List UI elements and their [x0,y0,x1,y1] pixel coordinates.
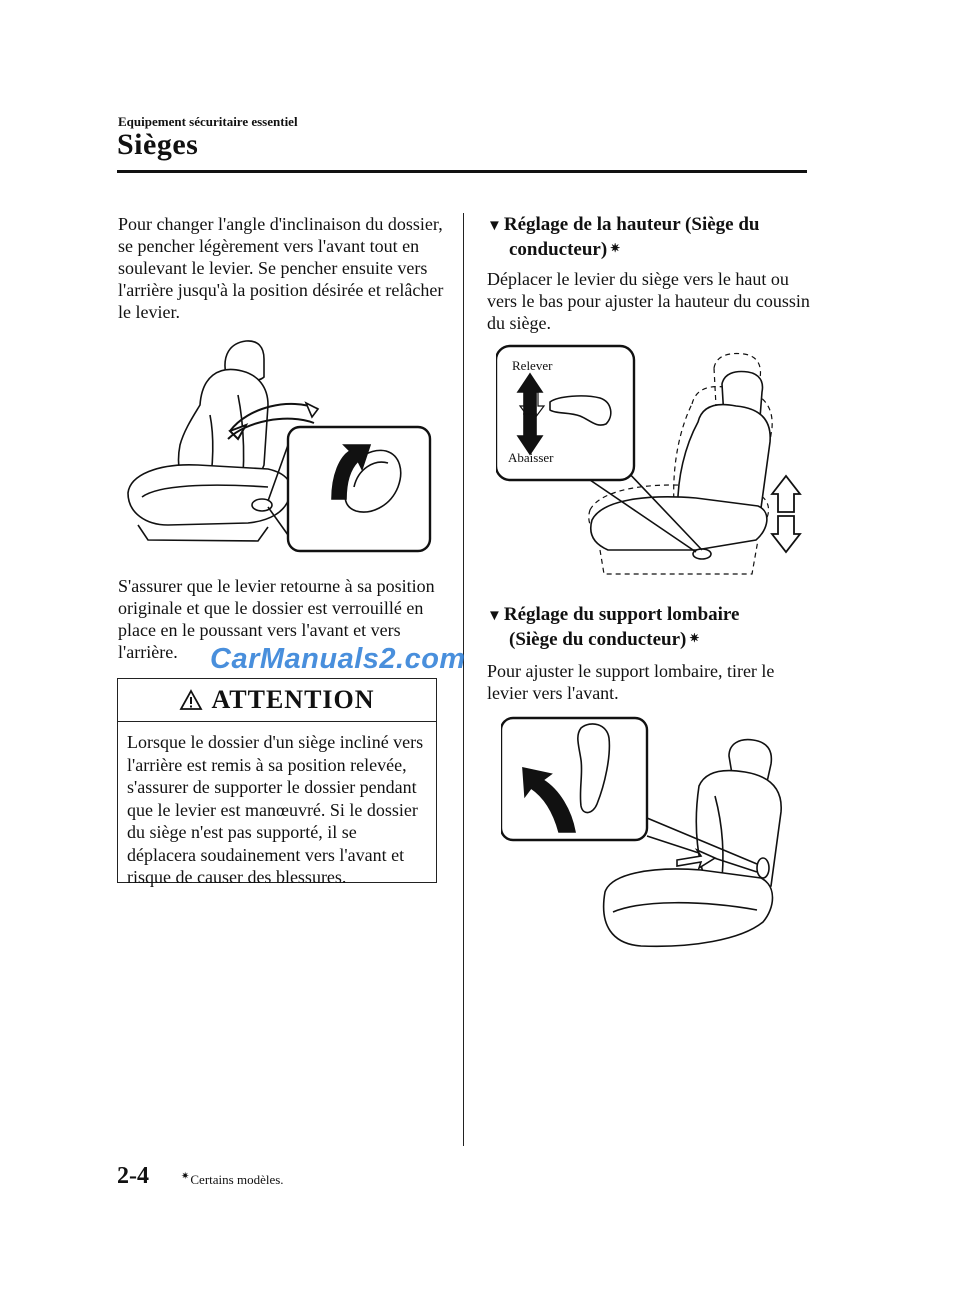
column-divider [463,213,464,1146]
lumbar-heading-line2: (Siège du conducteur) [509,629,687,650]
star-icon: ✷ [181,1171,190,1182]
warning-icon [179,689,203,711]
height-heading-line1: Réglage de la hauteur (Siège du [503,214,760,235]
triangle-bullet-icon: ▼ [487,218,502,234]
recline-instructions: Pour changer l'angle d'inclinaison du dossier, se pencher légèrement vers l'avant tout en soulevant le levier. Se pencher ensuite vers l'arrière jusqu'à la position désirée et relâcher le levier. [118,214,444,322]
attention-title: ATTENTION [211,685,375,714]
triangle-bullet-icon: ▼ [487,608,502,624]
lumbar-support-instructions: Pour ajuster le support lombaire, tirer le levier vers l'avant. [487,661,775,703]
star-icon: ✷ [610,241,621,255]
height-adjust-heading [487,213,817,262]
page-number: 2-4 [117,1163,149,1189]
height-heading-line2: conducteur) [509,239,608,260]
lumbar-support-heading [487,603,817,652]
star-icon: ✷ [689,631,700,645]
recline-figure [118,335,436,557]
footnote [181,1172,284,1188]
attention-box [117,678,437,887]
watermark: CarManuals2.com [210,643,466,675]
height-adjust-instructions: Déplacer le levier du siège vers le haut ou vers le bas pour ajuster la hauteur du coussin du siège. [487,269,810,333]
page-title: Sièges [117,128,199,161]
attention-text: Lorsque le dossier d'un siège incliné vers l'arrière est remis à sa position relevée, s'assurer de supporter le dossier pendant que le levier est manœuvré. Si le dossier du siège n'est pas supporté, il se déplacera soudainement vers l'avant et risque de causer des blessures. [127,732,424,887]
raise-label: Relever [512,358,553,373]
lower-label: Abaisser [508,450,554,465]
footnote-text: Certains modèles. [190,1172,284,1187]
lumbar-heading-line1: Réglage du support lombaire [503,604,740,625]
lumbar-figure [501,716,803,952]
title-rule [117,170,807,173]
height-figure [496,344,804,580]
section-label: Equipement sécuritaire essentiel [118,114,298,129]
lever-check-instructions: S'assurer que le levier retourne à sa position originale et que le dossier est verrouillé en place en le poussant vers l'avant et vers l'arrière. [118,576,435,662]
attention-header [118,679,436,722]
